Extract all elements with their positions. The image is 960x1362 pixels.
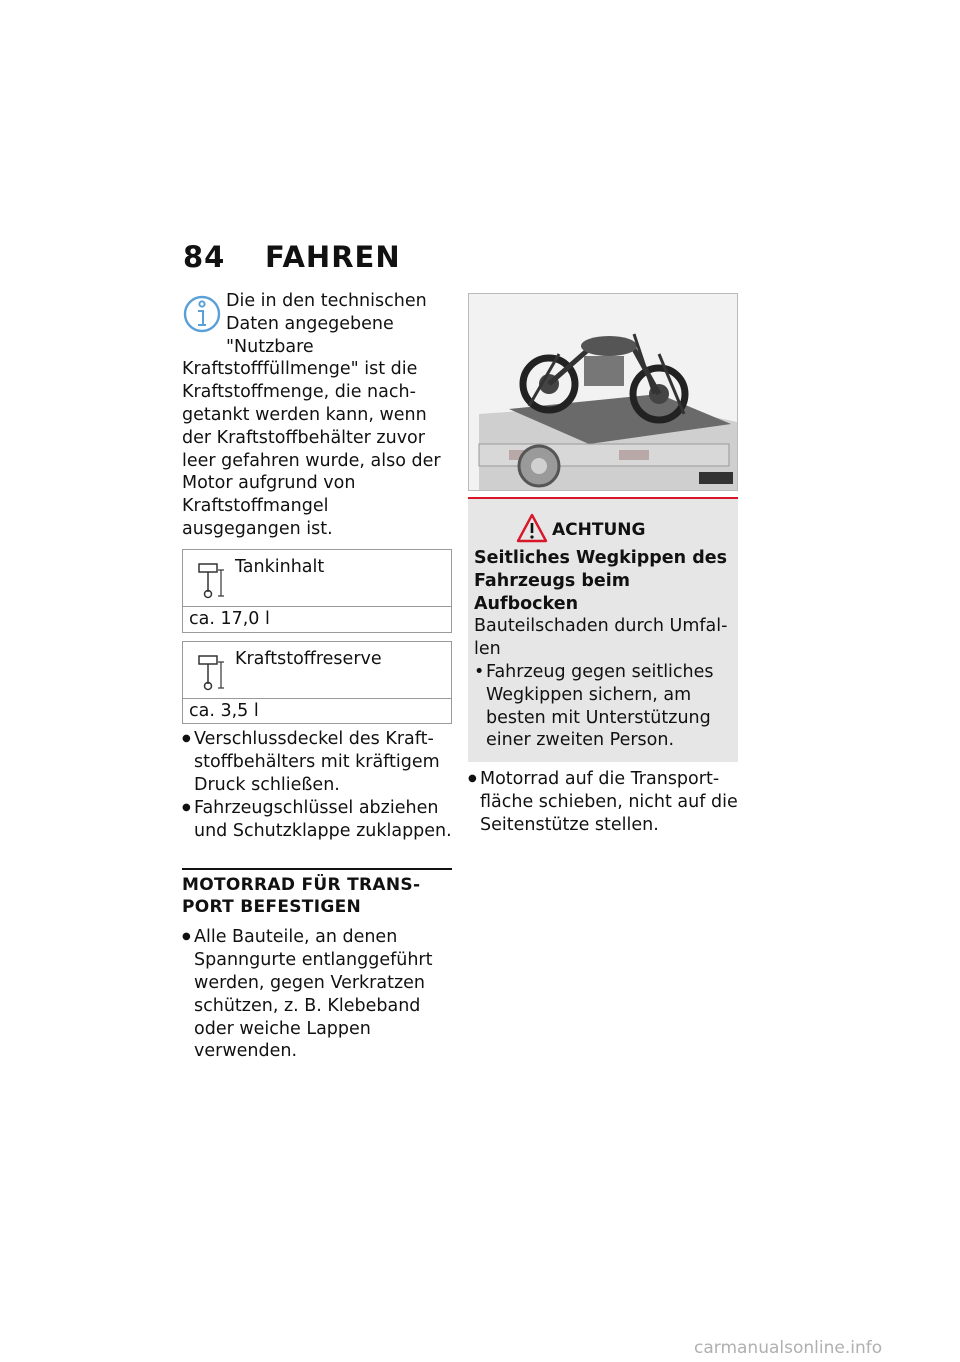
- info-note: [182, 290, 452, 541]
- warning-title: ACHTUNG: [552, 520, 646, 540]
- steps-list-right: [468, 768, 738, 836]
- warning-box: [468, 497, 738, 762]
- watermark-text: carmanualsonline.info: [694, 1338, 883, 1358]
- right-column: [468, 293, 738, 837]
- warning-actions: [474, 661, 730, 752]
- fuel-measure-icon: [197, 654, 225, 692]
- page-header: [183, 240, 401, 274]
- spec-value: ca. 17,0 l: [189, 608, 270, 629]
- info-icon: [182, 292, 222, 338]
- list-item: ● Motorrad auf die Transportfläche schieben, nicht auf die Seitenstütze stellen.: [468, 768, 738, 836]
- warning-consequence: Bauteilschaden durch Umfallen: [474, 616, 728, 660]
- warning-triangle-icon: [516, 513, 548, 543]
- spec-label: Kraftstoffreserve: [235, 648, 382, 669]
- info-note-text: Die in den technischen Daten angegebene "Nutzbare Kraftstofffüllmenge" ist die Kraftstoffmenge, die nachgetankt werden kann, wenn der Kraftstoffbehälter zuvor leer gefahren wurde, also der Motor aufgrund von Kraftstoffmangel ausgegangen ist.: [182, 291, 441, 539]
- list-item: ● Alle Bauteile, an denen Spanngurte entlanggeführt werden, gegen Verkratzen schützen, z. B. Klebeband oder weiche Lappen verwenden.: [182, 926, 452, 1063]
- spec-tank-capacity: [182, 549, 452, 633]
- list-item: • Fahrzeug gegen seitliches Wegkippen sichern, am besten mit Unterstützung einer zweiten Person.: [474, 661, 730, 752]
- fuel-measure-icon: [197, 562, 225, 600]
- left-column: [182, 290, 452, 1063]
- chapter-title: FAHREN: [265, 240, 401, 274]
- section-title: MOTORRAD FÜR TRANSPORT BEFESTIGEN: [182, 868, 452, 918]
- steps-list-left: [182, 728, 452, 842]
- warning-subtitle: Seitliches Wegkippen des Fahrzeugs beim Aufbocken: [474, 548, 728, 614]
- list-item: ● Fahrzeugschlüssel abziehen und Schutzklappe zuklappen.: [182, 797, 452, 843]
- section-steps: [182, 926, 452, 1063]
- spec-fuel-reserve: [182, 641, 452, 725]
- list-item: ● Verschlussdeckel des Kraftstoffbehälters mit kräftigem Druck schließen.: [182, 728, 452, 796]
- page-number: 84: [183, 240, 226, 274]
- spec-label: Tankinhalt: [235, 556, 325, 577]
- spec-value: ca. 3,5 l: [189, 700, 259, 721]
- motorcycle-on-trailer-image: [468, 293, 738, 491]
